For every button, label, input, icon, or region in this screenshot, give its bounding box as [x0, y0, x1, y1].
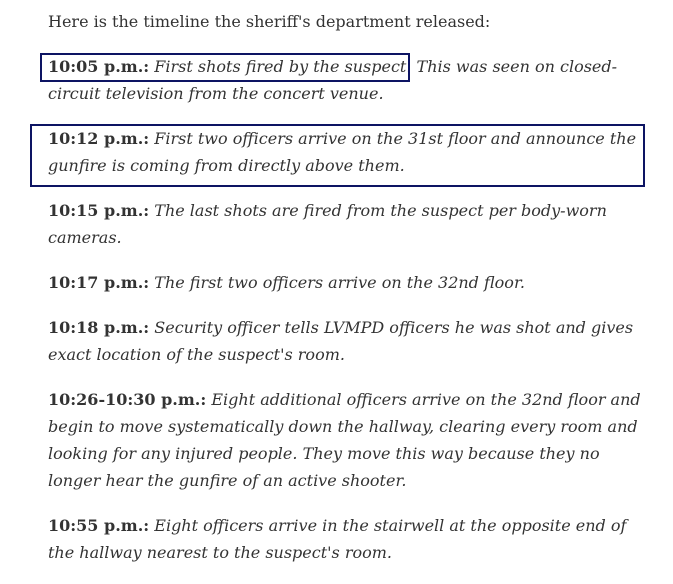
timeline-entry-1017 [48, 269, 653, 296]
timeline-entry-1005 [48, 53, 653, 107]
timeline-description: Eight officers arrive in the stairwell at the opposite end of the hallway nearest to the suspect's room. [48, 516, 627, 562]
timeline-time: 10:15 p.m.: [48, 201, 150, 220]
timeline-description: First shots fired by the suspect. [154, 57, 412, 76]
timeline-entry-1015 [48, 197, 653, 251]
timeline-time: 10:12 p.m.: [48, 129, 150, 148]
timeline-time: 10:05 p.m.: [48, 57, 150, 76]
timeline-description: The first two officers arrive on the 32nd floor. [154, 273, 525, 292]
timeline-entry-1012 [48, 125, 653, 179]
timeline-description: The last shots are fired from the suspect per body-worn cameras. [48, 201, 607, 247]
timeline-entry-1018 [48, 314, 653, 368]
timeline-description: Eight additional officers arrive on the 32nd floor and begin to move systematically down the hallway, clearing every room and looking for any injured people. They move this way because they no longer hear the gunfire of an active shooter. [48, 390, 641, 490]
timeline-time: 10:17 p.m.: [48, 273, 150, 292]
timeline-time: 10:26-10:30 p.m.: [48, 390, 207, 409]
timeline-description-extra: This was seen on closed-circuit television from the concert venue. [48, 57, 618, 103]
timeline-description: First two officers arrive on the 31st floor and announce the gunfire is coming from directly above them. [48, 129, 637, 175]
timeline-entry-1055 [48, 512, 653, 566]
timeline-time: 10:55 p.m.: [48, 516, 150, 535]
timeline-time: 10:18 p.m.: [48, 318, 150, 337]
timeline-entry-1026-1030 [48, 386, 653, 494]
article-body [48, 8, 653, 584]
timeline-intro: Here is the timeline the sheriff's department released: [48, 12, 491, 31]
timeline-description: Security officer tells LVMPD officers he was shot and gives exact location of the suspect's room. [48, 318, 634, 364]
